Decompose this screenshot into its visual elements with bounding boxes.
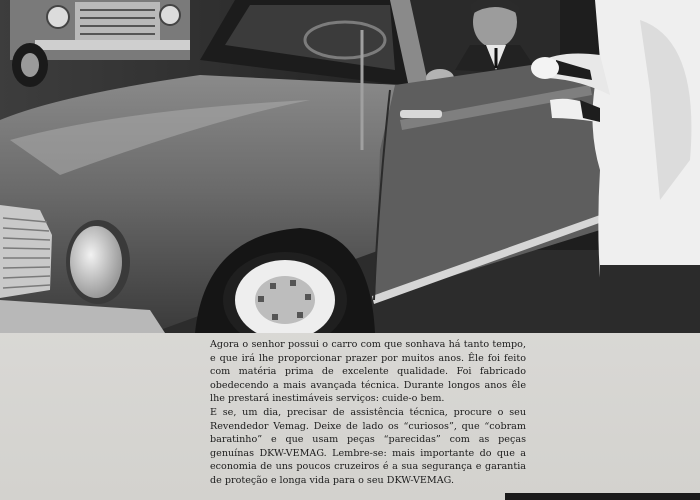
ad-copy — [210, 338, 526, 488]
ad-paragraph-2: E se, um dia, precisar de assistência técnica, procure o seu Revendedor Vemag. Deixe de lado os “curiosos”, que “cobram baratinho” e que usam peças “parecidas” com as peças genuínas DKW-VEMAG. Lembre-se: mais importante do que a economia de uns poucos cruzeiros é a sua segurança e garantia de proteção e longa vida para o seu DKW-VEMAG. — [210, 406, 526, 486]
footer-rule — [505, 493, 700, 500]
headlight — [66, 220, 130, 304]
ad-paragraph-1: Agora o senhor possui o carro com que sonhava há tanto tempo, e que irá lhe proporcionar prazer por muitos anos. Êle foi feito com matéria prima de excelente qualidade. Foi fabricado obedecendo a mais avançada técnica. Durante longos anos êle lhe prestará inestimáveis serviços: cuide-o bem. — [210, 339, 526, 405]
